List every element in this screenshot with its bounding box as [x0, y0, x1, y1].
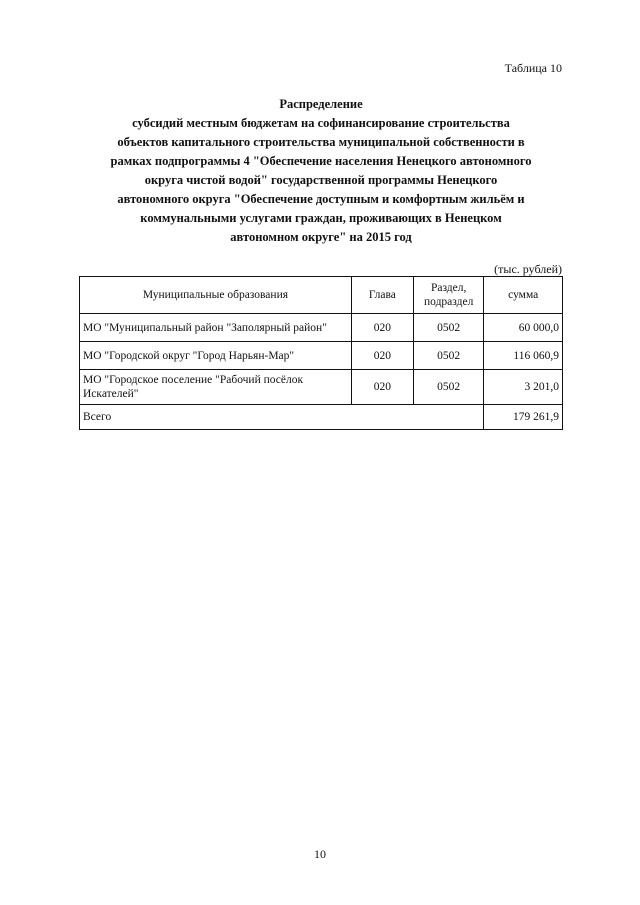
- total-sum: 179 261,9: [484, 405, 563, 430]
- total-label: Всего: [80, 405, 352, 430]
- heading-line: автономном округе" на 2015 год: [230, 230, 412, 244]
- header-municipality: Муниципальные образования: [80, 277, 352, 314]
- cell-chapter: 020: [351, 342, 413, 370]
- heading-line: объектов капитального строительства муниципальной собственности в: [117, 135, 525, 149]
- cell-sum: 116 060,9: [484, 342, 563, 370]
- table-number-label: Таблица 10: [504, 61, 562, 75]
- document-heading: [80, 95, 562, 247]
- cell-sum: 60 000,0: [484, 314, 563, 342]
- table-header-row: [80, 277, 563, 314]
- header-chapter: Глава: [351, 277, 413, 314]
- cell-chapter: 020: [351, 314, 413, 342]
- header-section-line1: Раздел,: [430, 282, 467, 294]
- header-section-line2: подраздел: [424, 296, 474, 308]
- heading-line: автономного округа "Обеспечение доступным и комфортным жильём и: [117, 192, 525, 206]
- table-row: [80, 342, 563, 370]
- heading-line: коммунальными услугами граждан, проживающих в Ненецком: [140, 211, 502, 225]
- total-row: [80, 405, 563, 430]
- cell-municipality: МО "Городской округ "Город Нарьян-Мар": [80, 342, 352, 370]
- table-row: [80, 314, 563, 342]
- cell-section: 0502: [413, 342, 484, 370]
- page-number: 10: [314, 847, 326, 861]
- subsidy-table: [79, 276, 563, 430]
- units-label: (тыс. рублей): [494, 262, 562, 276]
- heading-line: Распределение: [279, 97, 363, 111]
- cell-chapter: 020: [351, 370, 413, 405]
- table-row: [80, 370, 563, 405]
- cell-municipality: МО "Муниципальный район "Заполярный район": [80, 314, 352, 342]
- heading-line: субсидий местным бюджетам на софинансирование строительства: [132, 116, 510, 130]
- total-empty-cell: [351, 405, 413, 430]
- total-empty-cell: [413, 405, 484, 430]
- header-section: [413, 277, 484, 314]
- heading-line: рамках подпрограммы 4 "Обеспечение населения Ненецкого автономного: [110, 154, 532, 168]
- cell-section: 0502: [413, 314, 484, 342]
- cell-municipality: МО "Городское поселение "Рабочий посёлок Искателей": [80, 370, 352, 405]
- header-sum: сумма: [484, 277, 563, 314]
- heading-line: округа чистой водой" государственной программы Ненецкого: [144, 173, 498, 187]
- cell-sum: 3 201,0: [484, 370, 563, 405]
- cell-section: 0502: [413, 370, 484, 405]
